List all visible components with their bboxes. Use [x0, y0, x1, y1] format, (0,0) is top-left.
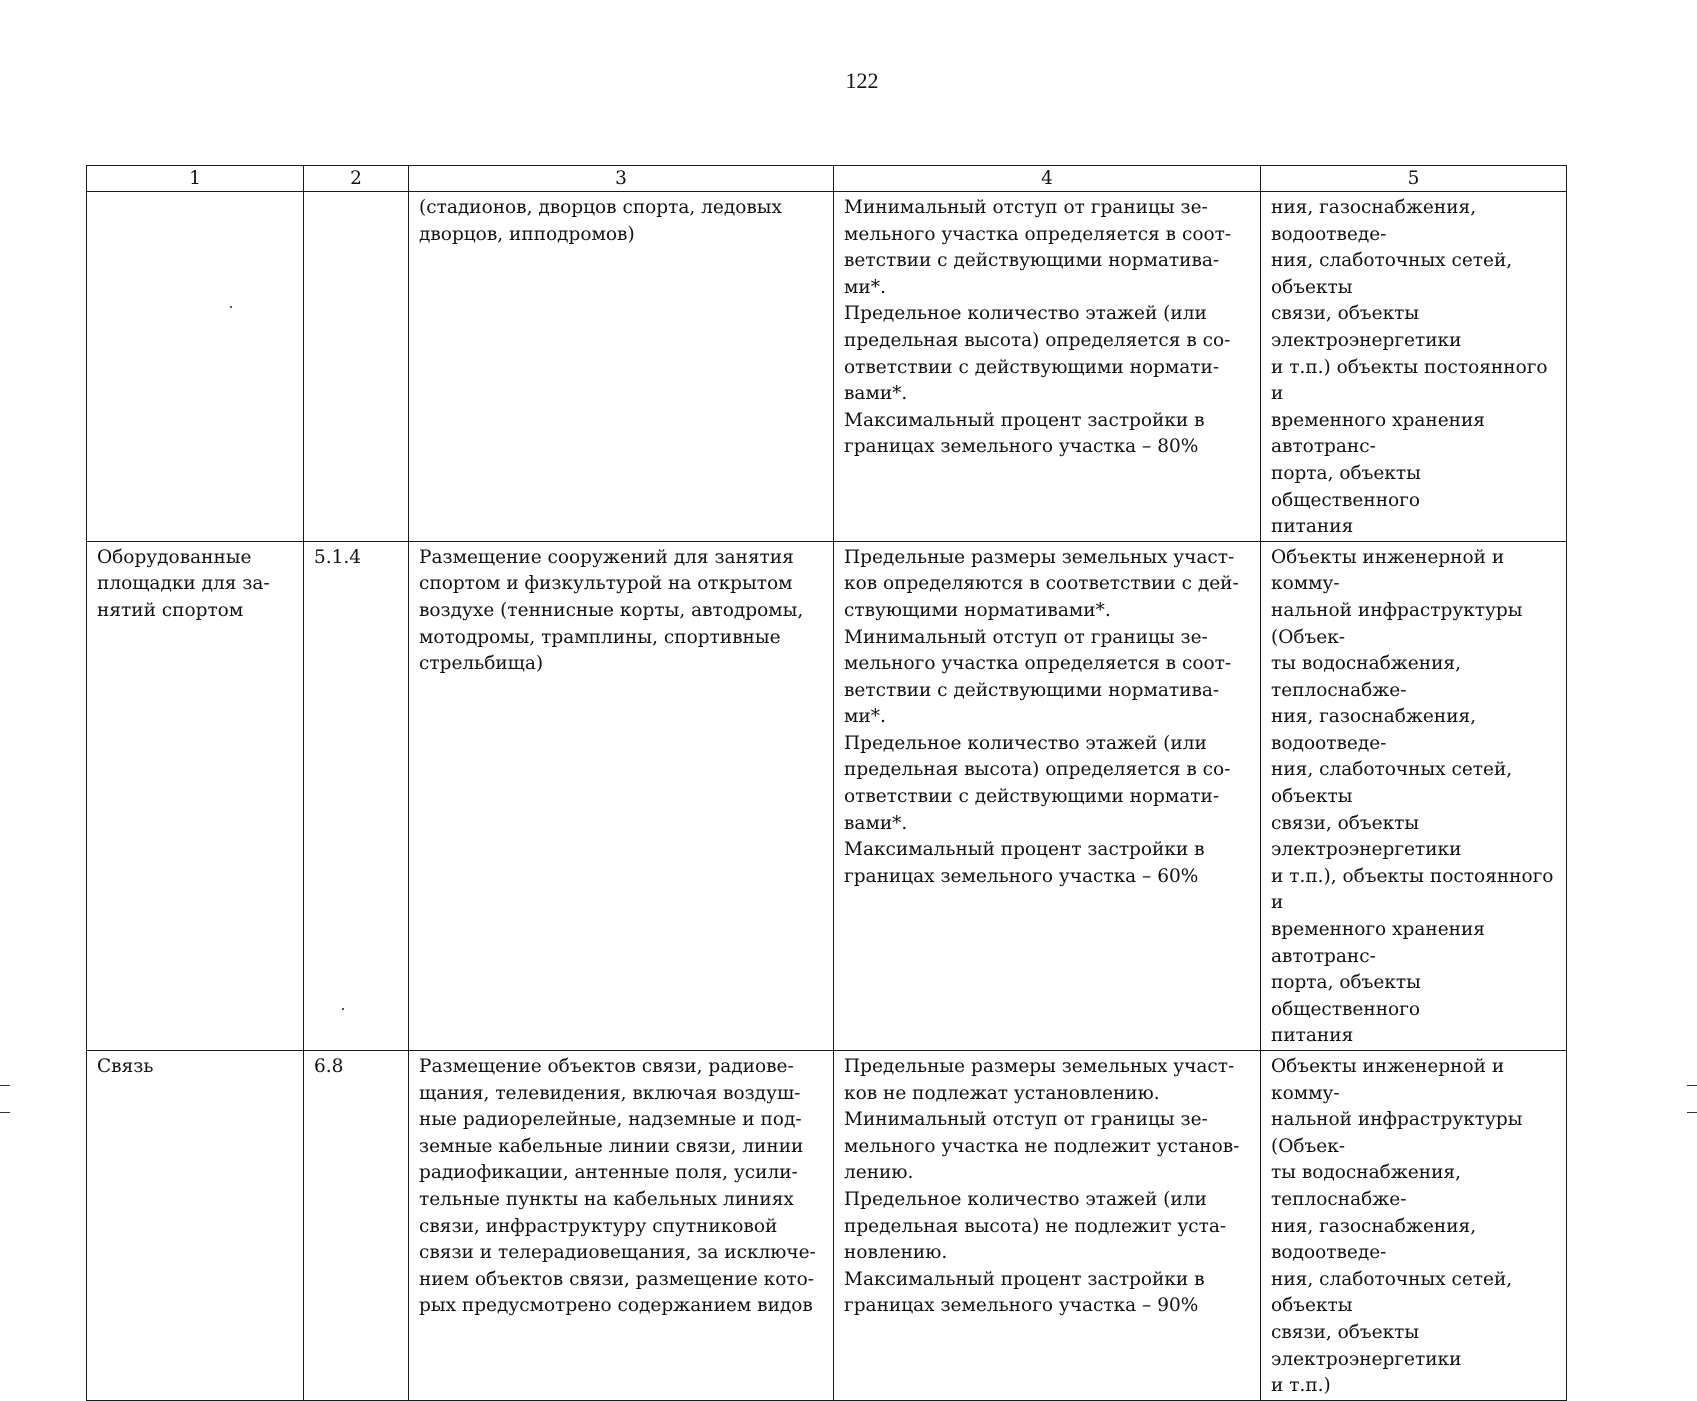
use-type-code-cell — [304, 192, 409, 542]
use-type-code-cell: 6.8 — [304, 1051, 409, 1401]
table-row — [87, 192, 1567, 542]
table-row — [87, 1051, 1567, 1401]
use-type-code-cell: 5.1.4 — [304, 541, 409, 1050]
scan-speck — [230, 306, 232, 308]
building-parameters-cell: Предельные размеры земельных участ- ков не подлежат установлению. Минимальный отступ от границы зе- мельного участка не подлежит установ- лению. Предельное количество этажей (или предельная высота) не подлежит уста- новлению. Максимальный процент застройки в границах земельного участка – 90% — [834, 1051, 1261, 1401]
auxiliary-uses-cell: ния, газоснабжения, водоотведе- ния, слаботочных сетей, объекты связи, объекты электроэнергетики и т.п.) объекты постоянного и временного хранения автотранс- порта, объекты общественного питания — [1261, 192, 1567, 542]
left-margin-mark-top — [0, 1085, 10, 1086]
column-header-2: 2 — [304, 166, 409, 192]
use-description-cell: (стадионов, дворцов спорта, ледовых дворцов, ипподромов) — [409, 192, 834, 542]
use-type-name-cell: Оборудованные площадки для за- нятий спортом — [87, 541, 304, 1050]
use-type-name-cell: Связь — [87, 1051, 304, 1401]
table-header-row — [87, 166, 1567, 192]
column-header-5: 5 — [1261, 166, 1567, 192]
right-margin-mark-bottom — [1687, 1112, 1697, 1113]
auxiliary-uses-cell: Объекты инженерной и комму- нальной инфраструктуры (Объек- ты водоснабжения, теплоснабже- ния, газоснабжения, водоотведе- ния, слаботочных сетей, объекты связи, объекты электроэнергетики и т.п.) — [1261, 1051, 1567, 1401]
column-header-1: 1 — [87, 166, 304, 192]
column-header-4: 4 — [834, 166, 1261, 192]
left-margin-mark-bottom — [0, 1112, 10, 1113]
land-use-table — [86, 165, 1567, 1401]
page-number: 122 — [845, 68, 879, 93]
use-description-cell: Размещение объектов связи, радиове- щания, телевидения, включая воздуш- ные радиорелейные, надземные и под- земные кабельные линии связи, линии радиофикации, антенные поля, усили- тельные пункты на кабельных линиях связи, инфраструктуру спутниковой связи и телерадиовещания, за исключе- нием объектов связи, размещение кото- рых предусмотрено содержанием видов — [409, 1051, 834, 1401]
column-header-3: 3 — [409, 166, 834, 192]
table-row — [87, 541, 1567, 1050]
building-parameters-cell: Предельные размеры земельных участ- ков определяются в соответствии с дей- ствующими нормативами*. Минимальный отступ от границы зе- мельного участка определяется в соот- ветствии с действующими норматива- ми*. Предельное количество этажей (или предельная высота) определяется в со- ответствии с действующими нормати- вами*. Максимальный процент застройки в границах земельного участка – 60% — [834, 541, 1261, 1050]
right-margin-mark-top — [1687, 1085, 1697, 1086]
auxiliary-uses-cell: Объекты инженерной и комму- нальной инфраструктуры (Объек- ты водоснабжения, теплоснабже- ния, газоснабжения, водоотведе- ния, слаботочных сетей, объекты связи, объекты электроэнергетики и т.п.), объекты постоянного и временного хранения автотранс- порта, объекты общественного питания — [1261, 541, 1567, 1050]
building-parameters-cell: Минимальный отступ от границы зе- мельного участка определяется в соот- ветствии с действующими норматива- ми*. Предельное количество этажей (или предельная высота) определяется в со- ответствии с действующими нормати- вами*. Максимальный процент застройки в границах земельного участка – 80% — [834, 192, 1261, 542]
use-type-name-cell — [87, 192, 304, 542]
use-description-cell: Размещение сооружений для занятия спортом и физкультурой на открытом воздухе (теннисные корты, автодромы, мотодромы, трамплины, спортивные стрельбища) — [409, 541, 834, 1050]
scan-speck — [342, 1008, 344, 1010]
